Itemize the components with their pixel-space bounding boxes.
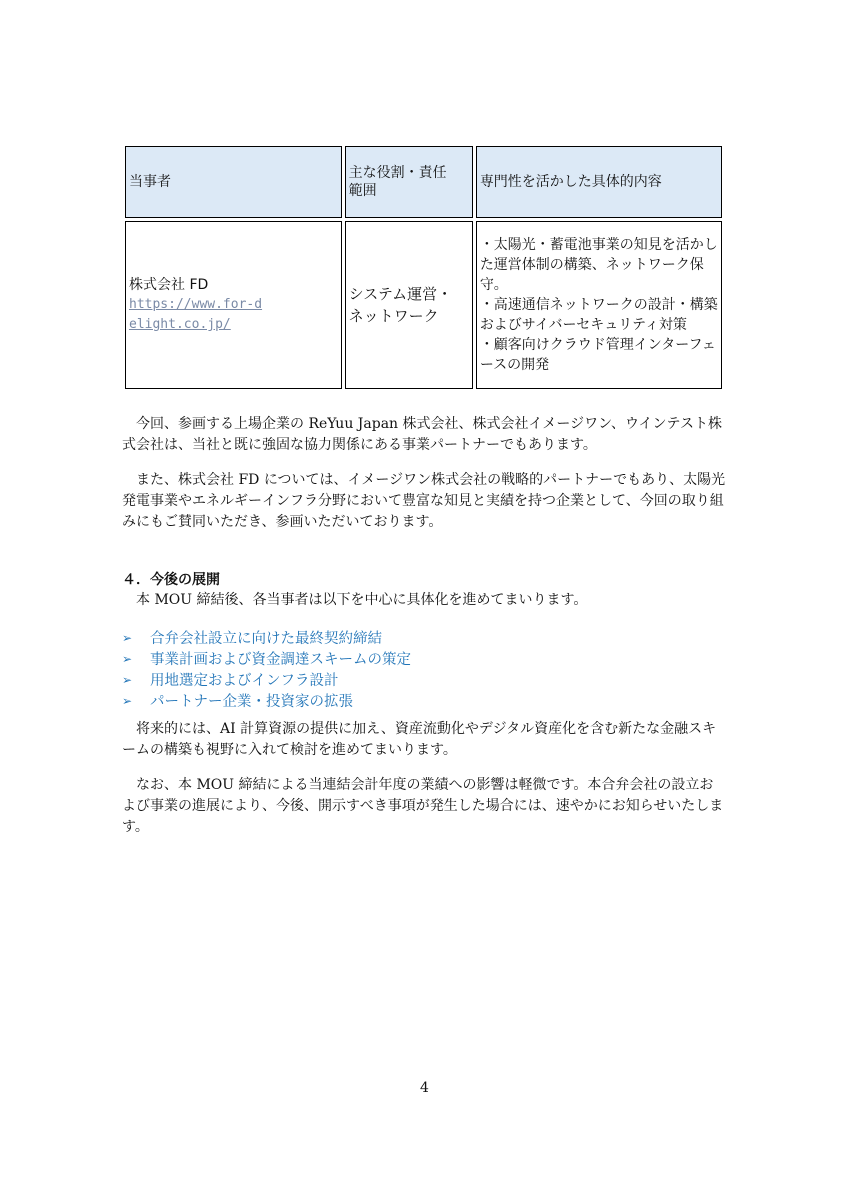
header-role	[345, 146, 473, 218]
cell-role	[345, 221, 473, 389]
cell-details	[476, 221, 722, 389]
list-item: ・顧客向けクラウド管理インターフェースの開発	[479, 337, 716, 373]
paragraph-future: 将来的には、AI 計算資源の提供に加え、資産流動化やデジタル資産化を含む新たな金融スキームの構築も視野に入れて検討を進めてまいります。	[122, 721, 717, 758]
header-role-label: 主な役割・責任範囲	[348, 165, 447, 199]
table-header-row	[125, 146, 722, 218]
bullet-text: 事業計画および資金調達スキームの策定	[150, 652, 411, 668]
party-table	[122, 143, 725, 392]
company-name: 株式会社 FD	[129, 277, 209, 293]
list-item	[122, 648, 411, 669]
role-text: システム運営・ネットワーク	[348, 285, 453, 325]
section-heading: ４．今後の展開	[122, 572, 220, 588]
paragraph-intro: 本 MOU 締結後、各当事者は以下を中心に具体化を進めてまいります。	[136, 592, 588, 608]
next-steps-list	[122, 627, 411, 711]
header-party: 当事者	[125, 146, 342, 218]
list-item	[122, 669, 411, 690]
header-details: 専門性を活かした具体的内容	[476, 146, 722, 218]
paragraph-partners: 今回、参画する上場企業の ReYuu Japan 株式会社、株式会社イメージワン、ウインテスト株式会社は、当社と既に強固な協力関係にある事業パートナーでもあります。	[122, 416, 722, 453]
company-link[interactable]: https://www.for-delight.co.jp/	[129, 297, 263, 332]
cell-party	[125, 221, 342, 389]
list-item: ・太陽光・蓄電池事業の知見を活かした運営体制の構築、ネットワーク保守。	[479, 237, 718, 293]
bullet-text: 合弁会社設立に向けた最終契約締結	[150, 631, 382, 647]
arrow-bullet-icon: ➢	[122, 651, 133, 666]
bullet-text: パートナー企業・投資家の拡張	[150, 694, 353, 710]
arrow-bullet-icon: ➢	[122, 630, 133, 645]
list-item: ・高速通信ネットワークの設計・構築およびサイバーセキュリティ対策	[479, 297, 718, 333]
list-item	[122, 627, 411, 648]
detail-list	[480, 235, 718, 375]
table-row	[125, 221, 722, 389]
list-item	[122, 690, 411, 711]
paragraph-impact: なお、本 MOU 締結による当連結会計年度の業績への影響は軽微です。本合弁会社の設立および事業の進展により、今後、開示すべき事項が発生した場合には、速やかにお知らせいたします。	[122, 777, 724, 835]
bullet-text: 用地選定およびインフラ設計	[150, 673, 339, 689]
page-number: 4	[420, 1080, 429, 1096]
arrow-bullet-icon: ➢	[122, 672, 133, 687]
paragraph-fd: また、株式会社 FD については、イメージワン株式会社の戦略的パートナーでもあり、太陽光発電事業やエネルギーインフラ分野において豊富な知見と実績を持つ企業として、今回の取り組みにもご賛同いただき、参画いただいております。	[122, 472, 726, 530]
arrow-bullet-icon: ➢	[122, 693, 133, 708]
